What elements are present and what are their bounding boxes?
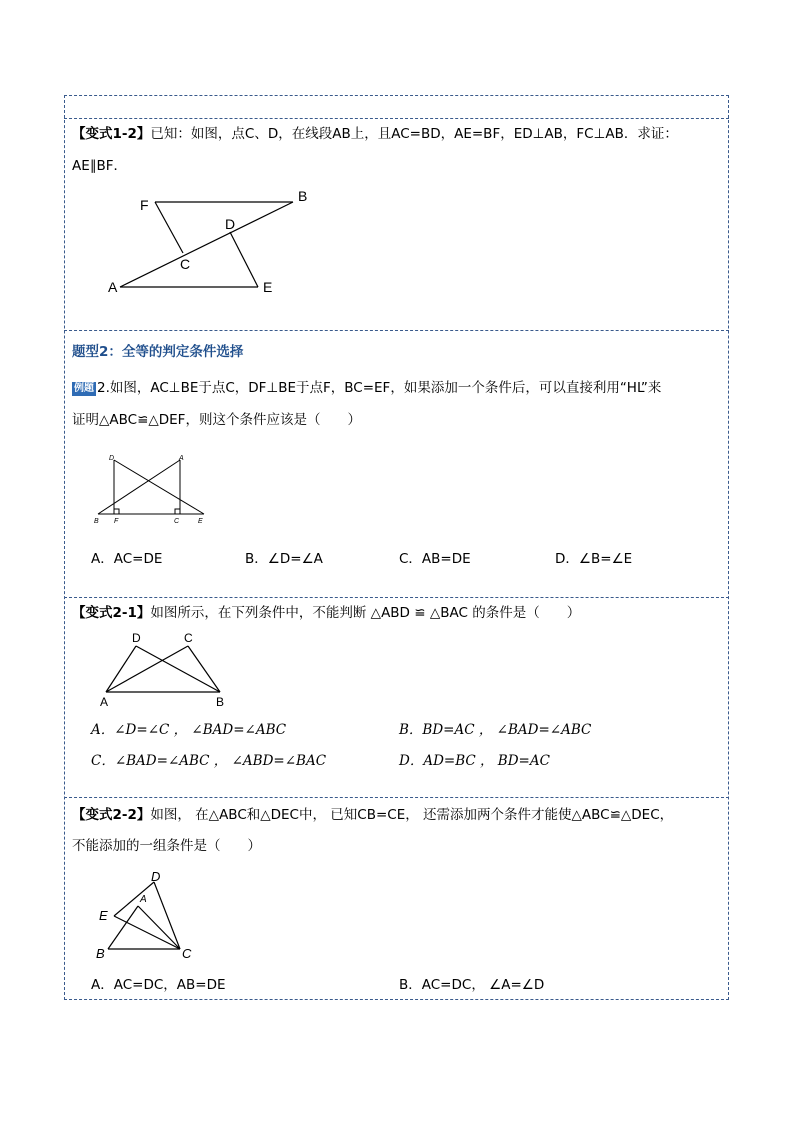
label-C: C [182,946,192,961]
segment-EC [114,916,180,949]
segment-AD [106,646,136,692]
q22-line1 [72,805,673,825]
label-D: D [151,869,161,884]
ex2-line2: 证明△ABC≌△DEF，则这个条件应该是（ ） [72,412,361,428]
segment-AC [106,646,188,692]
ex2-line1 [72,378,661,398]
label-C: C [184,631,193,645]
q12-figure [100,182,320,302]
label-D: D [109,455,115,462]
label-A: A [108,279,118,295]
label-C: C [180,256,191,272]
right-angle-C [175,509,180,514]
label-B: B [96,946,105,961]
label-A: A [140,894,147,905]
q22-option-b: B．AC=DC， ∠A=∠D [399,977,545,993]
label-E: E [198,518,203,525]
label-B: B [216,695,225,709]
q21-line [72,603,580,623]
q21-option-a: A．∠D=∠C ， ∠BAD=∠ABC [91,722,287,738]
q12-label: 【变式1-2】 [72,126,151,142]
q22-line2: 不能添加的一组条件是（ ） [72,838,261,854]
label-D: D [225,216,236,232]
ex2-option-a: A．AC=DE [91,551,163,567]
label-A: A [100,695,109,709]
q21-option-b: B．BD=AC ， ∠BAD=∠ABC [399,722,592,738]
ex2-text: 2.如图，AC⊥BE于点C，DF⊥BE于点F，BC=EF，如果添加一个条件后，可以直接利用“HL”来 [97,380,662,396]
q22-label: 【变式2-2】 [72,807,151,823]
q21-option-d: D．AD=BC ， BD=AC [399,753,550,769]
divider [64,330,729,331]
q12-text: 已知：如图，点C、D，在线段AB上，且AC=BD，AE=BF，ED⊥AB，FC⊥AB．求证： [150,126,678,142]
segment-AB [120,202,293,287]
label-B: B [298,188,308,204]
ex2-option-b: B．∠D=∠A [245,551,323,567]
divider [64,597,729,598]
segment-DC [154,882,180,949]
segment-BA [108,906,138,949]
divider [64,797,729,798]
q21-text: 如图所示，在下列条件中，不能判断 △ABD ≌ △BAC 的条件是（ ） [150,605,581,621]
section-title: 题型2：全等的判定条件选择 [72,344,244,360]
q22-option-a: A．AC=DC，AB=DE [91,977,226,993]
segment-AC [138,906,180,949]
label-F: F [140,197,149,213]
example-badge: 例题 [74,383,94,394]
right-angle-F [114,509,119,514]
label-B: B [94,518,99,525]
q12-line2: AE∥BF． [72,158,128,174]
label-A: A [179,455,184,462]
q22-text: 如图， 在△ABC和△DEC中， 已知CB=CE， 还需添加两个条件才能使△ABC≌△DEC， [150,807,674,823]
segment-BC [188,646,220,692]
label-E: E [263,279,273,295]
segment-DE [114,460,204,514]
segment-BA [98,460,180,514]
ex2-option-c: C．AB=DE [399,551,471,567]
ex2-option-d: D．∠B=∠E [555,551,633,567]
q21-figure [96,630,246,712]
label-F: F [114,518,119,525]
segment-BD [136,646,220,692]
label-E: E [99,908,108,923]
q21-label: 【变式2-1】 [72,605,151,621]
q21-option-c: C．∠BAD=∠ABC ， ∠ABD=∠BAC [91,753,327,769]
segment-DE [230,232,258,287]
q22-figure [94,868,214,963]
label-C: C [174,518,180,525]
segment-FC [155,202,183,253]
label-D: D [132,631,141,645]
q12-line1 [72,124,678,144]
divider [64,118,729,119]
ex2-figure [92,450,212,530]
